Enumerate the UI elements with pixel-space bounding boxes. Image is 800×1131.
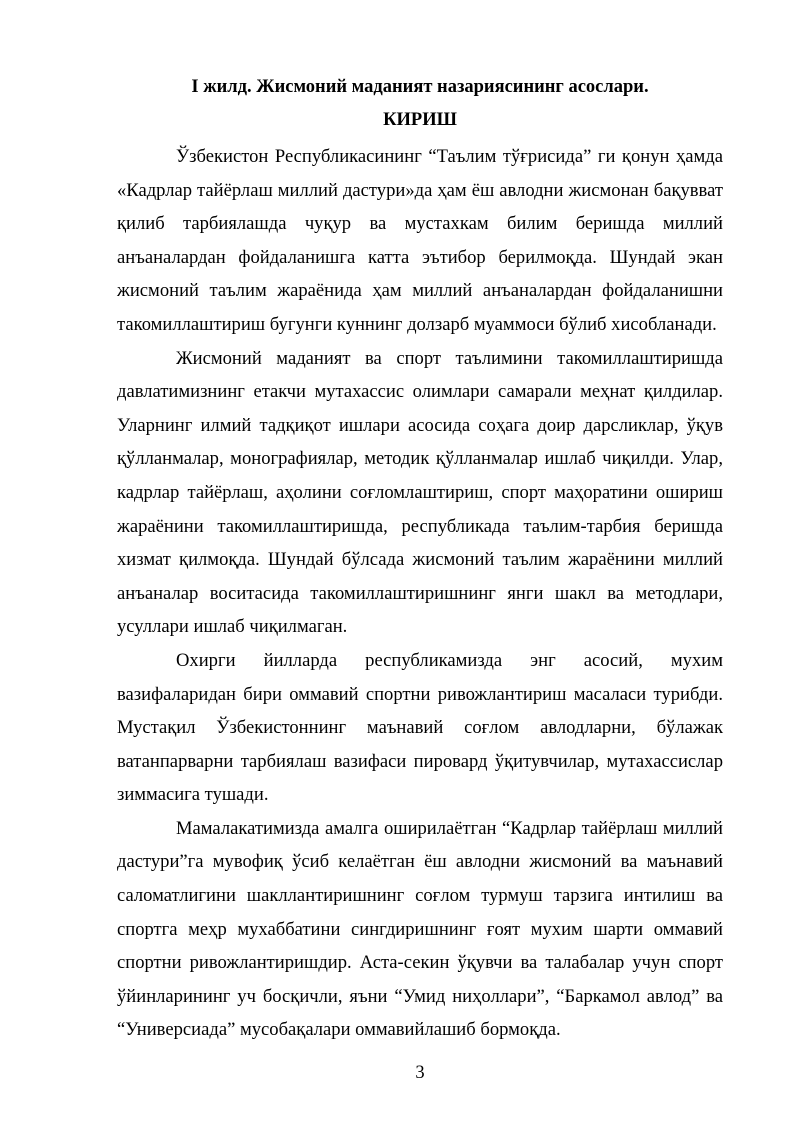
- paragraph-1: Ўзбекистон Республикасининг “Таълим тўғрисида” ги қонун ҳамда «Кадрлар тайёрлаш миллий дастури»да ҳам ёш авлодни жисмонан бақувват қилиб тарбиялашда чуқур ва мустахкам билим беришда миллий анъаналардан фойдаланишга катта эътибор берилмоқда. Шундай экан жисмоний таълим жараёнида ҳам миллий анъаналардан фойдаланишни такомиллаштириш бугунги куннинг долзарб муаммоси бўлиб хисобланади.: [117, 146, 723, 335]
- paragraph-4: Мамалакатимизда амалга оширилаётган “Кадрлар тайёрлаш миллий дастури”га мувофиқ ўсиб келаётган ёш авлодни жисмоний ва маънавий саломатлигини шакллантиришнинг соғлом турмуш тарзига интилиш ва спортга меҳр мухаббатини сингдиришнинг ғоят мухим шарти оммавий спортни ривожлантиришдир. Аста-секин ўқувчи ва талабалар учун спорт ўйинларининг уч босқичли, яъни “Умид ниҳоллари”, “Баркамол авлод” ва “Универсиада” мусобақалари оммавийлашиб бормоқда.: [117, 817, 723, 1041]
- section-heading: КИРИШ: [383, 110, 457, 130]
- document-title: I жилд. Жисмоний маданият назариясининг асослари.: [191, 77, 649, 97]
- paragraph-2: Жисмоний маданият ва спорт таълимини такомиллаштиришда давлатимизнинг етакчи мутахассис олимлари самарали меҳнат қилдилар. Уларнинг илмий тадқиқот ишлари асосида соҳага доир дарсликлар, ўқув қўлланмалар, монографиялар, методик қўлланмалар ишлаб чиқилди. Улар, кадрлар тайёрлаш, аҳолини соғломлаштириш, спорт маҳоратини ошириш жараёнини такомиллаштиришда, республикада таълим-тарбия беришда хизмат қилмоқда. Шундай бўлсада жисмоний таълим жараёнини миллий анъаналар воситасида такомиллаштиришнинг янги шакл ва методлари, усуллари ишлаб чиқилмаган.: [117, 347, 723, 638]
- page-number: 3: [415, 1063, 425, 1083]
- document-body: [117, 140, 723, 1047]
- paragraph-3: Охирги йилларда республикамизда энг асосий, мухим вазифаларидан бири оммавий спортни ривожлантириш масаласи турибди. Мустақил Ўзбекистоннинг маънавий соғлом авлодларни, бўлажак ватанпарварни тарбиялаш вазифаси пировард ўқитувчилар, мутахассислар зиммасига тушади.: [117, 649, 723, 806]
